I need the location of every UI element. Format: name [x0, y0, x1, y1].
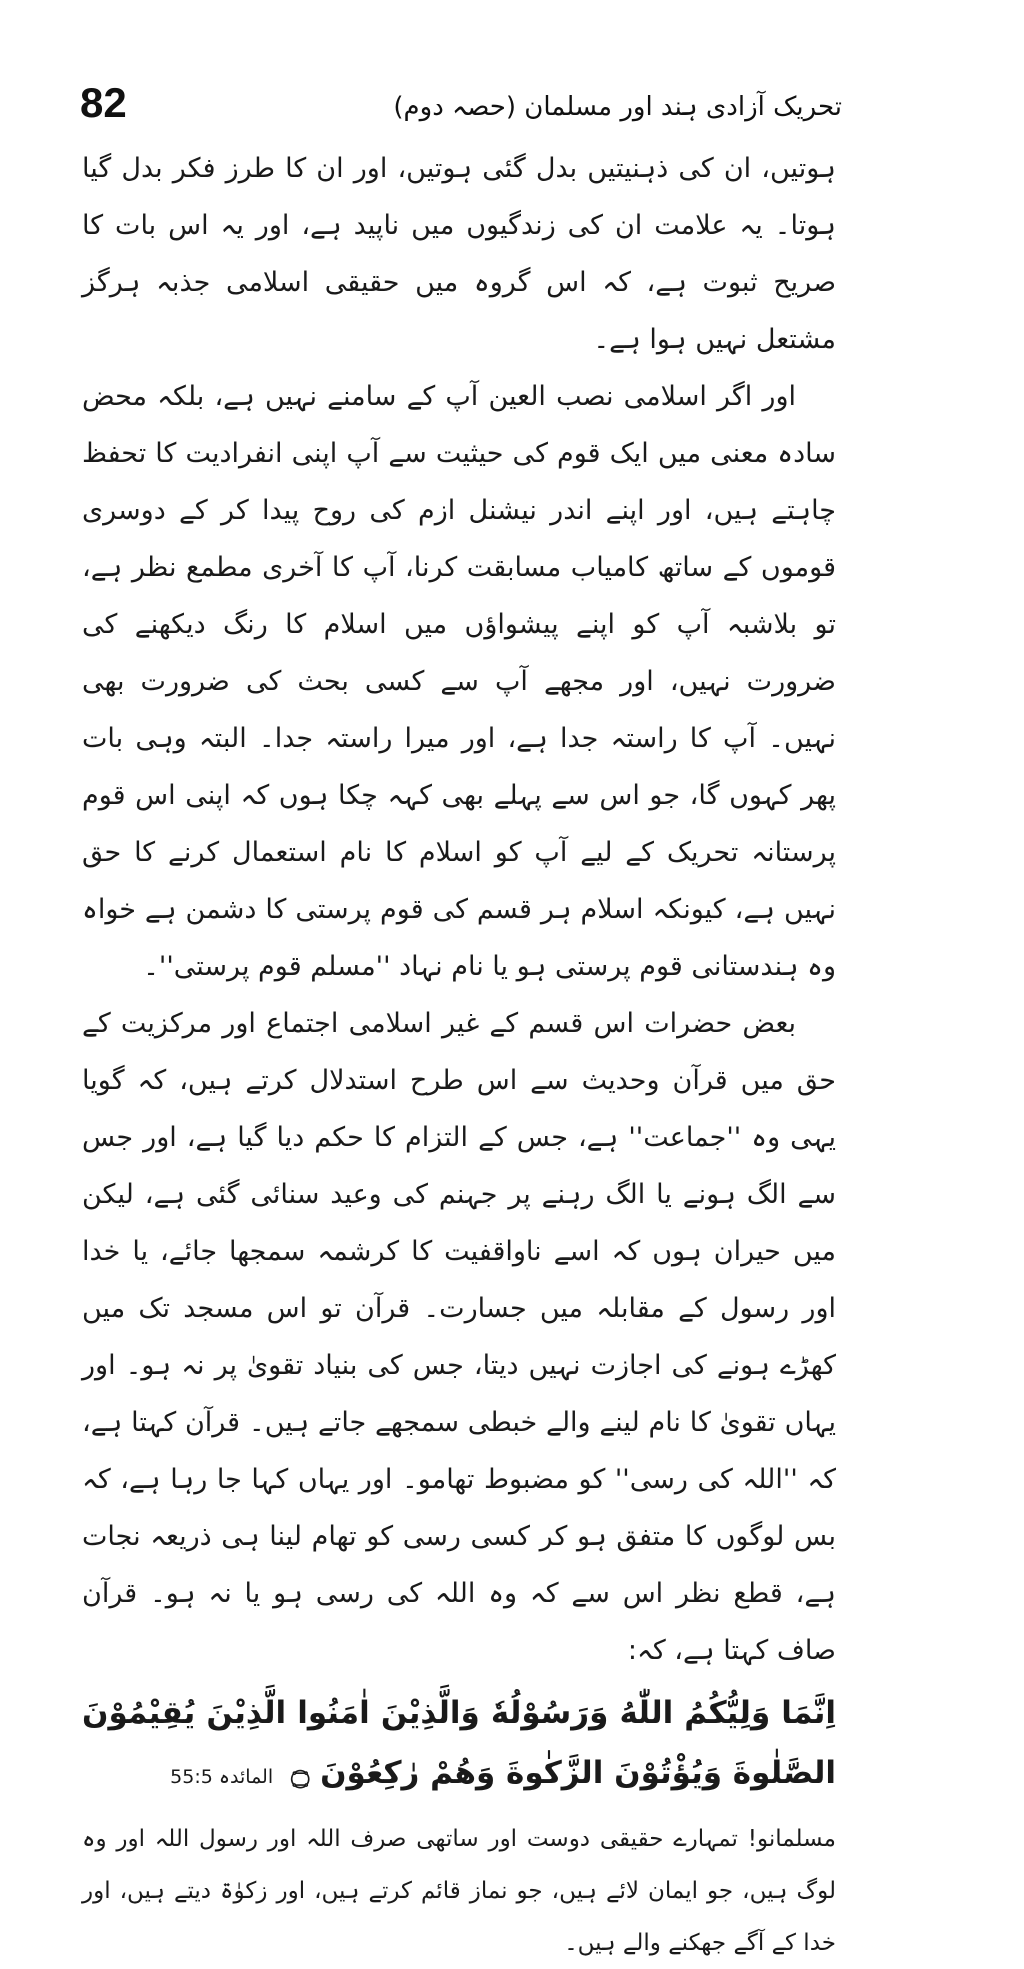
paragraph-2: اور اگر اسلامی نصب العین آپ کے سامنے نہیں ہے، بلکہ محض سادہ معنی میں ایک قوم کی حیثیت سے آپ اپنی انفرادیت کا تحفظ چاہتے ہیں، اور اپنے اندر نیشنل ازم کی روح پیدا کر کے دوسری قوموں کے ساتھ کامیاب مسابقت کرنا، آپ کا آخری مطمع نظر ہے، تو بلاشبہ آپ کو اپنے پیشواؤں میں اسلام کا رنگ دیکھنے کی ضرورت نہیں، اور مجھے آپ سے کسی بحث کی ضرورت بھی نہیں۔ آپ کا راستہ جدا ہے، اور میرا راستہ جدا۔ البتہ وہی بات پھر کہوں گا، جو اس سے پہلے بھی کہہ چکا ہوں کہ اپنی اس قوم پرستانہ تحریک کے لیے آپ کو اسلام کا نام استعمال کرنے کا حق نہیں ہے، کیونکہ اسلام ہر قسم کی قوم پرستی کا دشمن ہے خواہ وہ ہندستانی قوم پرستی ہو یا نام نہاد ''مسلم قوم پرستی''۔ [82, 381, 836, 982]
running-header-book-title: تحریک آزادی ہند اور مسلمان (حصہ دوم) [393, 92, 842, 122]
paragraph-3: بعض حضرات اس قسم کے غیر اسلامی اجتماع اور مرکزیت کے حق میں قرآن وحدیث سے اس طرح استدلال کرتے ہیں، کہ گویا یہی وہ ''جماعت'' ہے، جس کے التزام کا حکم دیا گیا ہے، اور جس سے الگ ہونے یا الگ رہنے پر جہنم کی وعید سنائی گئی ہے، لیکن میں حیران ہوں کہ اسے ناواقفیت کا کرشمہ سمجھا جائے، یا خدا اور رسول کے مقابلہ میں جسارت۔ قرآن تو اس مسجد تک میں کھڑے ہونے کی اجازت نہیں دیتا، جس کی بنیاد تقویٰ پر نہ ہو۔ اور یہاں تقویٰ کا نام لینے والے خبطی سمجھے جاتے ہیں۔ قرآن کہتا ہے، کہ ''اللہ کی رسی'' کو مضبوط تھامو۔ اور یہاں کہا جا رہا ہے، کہ بس لوگوں کا متفق ہو کر کسی رسی کو تھام لینا ہی ذریعہ نجات ہے، قطع نظر اس سے کہ وہ اللہ کی رسی ہو یا نہ ہو۔ قرآن صاف کہتا ہے، کہ: [82, 1008, 836, 1666]
paragraph-1: ہوتیں، ان کی ذہنیتیں بدل گئی ہوتیں، اور ان کا طرز فکر بدل گیا ہوتا۔ یہ علامت ان کی زندگیوں میں ناپید ہے، اور یہ اس بات کا صریح ثبوت ہے، کہ اس گروہ میں حقیقی اسلامی جذبہ ہرگز مشتعل نہیں ہوا ہے۔ [82, 153, 836, 355]
quranic-verse: اِنَّمَا وَلِيُّكُمُ اللّٰهُ وَرَسُوْلُهٗ وَالَّذِيْنَ اٰمَنُوا الَّذِيْنَ يُقِيْمُوْنَ الصَّلٰوةَ وَيُؤْتُوْنَ الزَّكٰوةَ وَهُمْ رٰكِعُوْنَ ۝ [82, 1695, 836, 1791]
verse-reference: المائدہ 55:5 [170, 1766, 274, 1788]
verse-translation: مسلمانو! تمہارے حقیقی دوست اور ساتھی صرف اللہ اور رسول اللہ اور وہ لوگ ہیں، جو ایمان لائے ہیں، جو نماز قائم کرتے ہیں، اور زکوٰۃ دیتے ہیں، اور خدا کے آگے جھکنے والے ہیں۔ [82, 1826, 836, 1956]
quranic-verse-block [82, 1683, 836, 1807]
page-number: 82 [80, 79, 127, 126]
page-body [82, 140, 836, 1969]
